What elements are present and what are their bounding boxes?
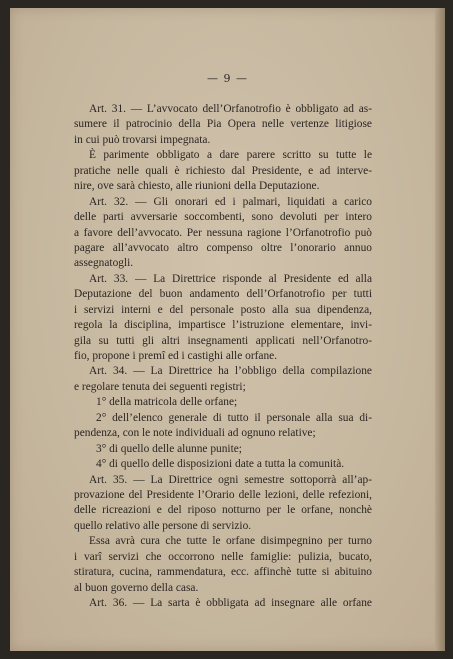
text-line: stiratura, cucina, rammendatura, ecc. affinchè tutte si abituino xyxy=(74,566,372,579)
text-line: a favore dell’avvocato. Per nessuna ragione l’Orfanotrofio può xyxy=(74,226,372,239)
text-line: fio, propone i premî ed i castighi alle orfane. xyxy=(74,350,278,362)
text-line: al buon governo della casa. xyxy=(74,581,199,594)
text-line: gila su tutti gli altri insegnamenti applicati nell’Orfanotro- xyxy=(74,334,372,347)
text-line: nire, ove sarà chiesto, alle riunioni della Deputazione. xyxy=(74,180,320,193)
text-line: Deputazione del buon andamento dell’Orfanotrofio per tutti xyxy=(74,288,372,301)
text-line: Art. 32. — Gli onorari ed i palmari, liquidati a carico xyxy=(89,195,372,208)
text-line: 4° di quello delle disposizioni date a tutta la comunità. xyxy=(96,458,345,471)
text-line: pratiche nelle quali è richiesto dal Presidente, e ad interve- xyxy=(74,164,372,177)
text-line: È parimente obbligato a dare parere scritto su tutte le xyxy=(89,149,372,162)
text-line: 3° di quello delle alunne punite; xyxy=(96,442,242,455)
text-line: pagare all’avvocato altro compenso oltre l’onorario annuo xyxy=(74,241,372,254)
text-line: provazione del Presidente l’Orario delle lezioni, delle refezioni, xyxy=(74,488,372,501)
text-line: Art. 35. — La Direttrice ogni semestre sottoporrà all’ap- xyxy=(89,473,372,486)
text-line: i varî servizi che occorrono nelle famiglie: pulizia, bucato, xyxy=(74,550,372,563)
page-number: — 9 — xyxy=(207,72,248,85)
text-line: in cui può trovarsi impegnata. xyxy=(74,133,211,146)
text-line: quello relativo alle persone di servizio. xyxy=(74,519,252,532)
page-edge xyxy=(435,8,445,651)
text-line: pendenza, con le note individuali ad ognuno relative; xyxy=(74,427,316,440)
text-line: Essa avrà cura che tutte le orfane disimpegnino per turno xyxy=(89,535,372,548)
text-line: Art. 34. — La Direttrice ha l’obbligo della compilazione xyxy=(89,365,372,378)
text-line: Art. 31. — L’avvocato dell’Orfanotrofio è obbligato ad as- xyxy=(89,103,372,115)
paper-sheet xyxy=(10,8,445,651)
text-line: delle parti avversarie soccombenti, sono devoluti per intero xyxy=(74,211,372,224)
text-line: Art. 36. — La sarta è obbligata ad insegnare alle orfane xyxy=(89,597,372,609)
body-text xyxy=(74,102,372,611)
text-line: regola la disciplina, impartisce l’istruzione elementare, invi- xyxy=(74,319,372,332)
text-line: e regolare tenuta dei seguenti registri; xyxy=(74,380,246,393)
text-line: 2° dell’elenco generale di tutto il personale alla sua di- xyxy=(96,411,372,424)
text-line: assegnatogli. xyxy=(74,257,134,270)
text-line: delle ricreazioni e del riposo notturno per le orfane, nonchè xyxy=(74,504,372,517)
text-line: sumere il patrocinio della Pia Opera nelle vertenze litigiose xyxy=(74,118,372,131)
text-line: Art. 33. — La Direttrice risponde al Presidente ed alla xyxy=(89,272,372,285)
text-line: 1° della matricola delle orfane; xyxy=(96,396,238,409)
text-line: i servizi interni e del personale posto alla sua dipendenza, xyxy=(74,303,372,316)
